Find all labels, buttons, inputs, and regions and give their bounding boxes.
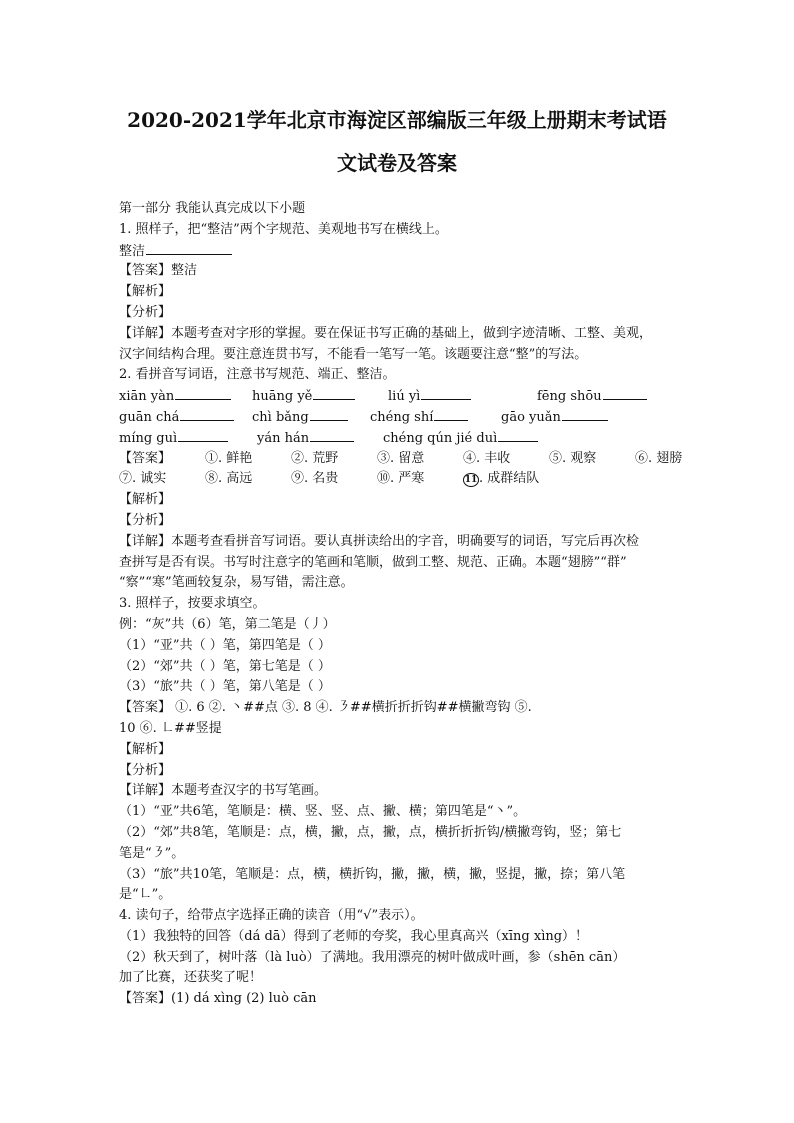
q2-answer-row-2 bbox=[119, 469, 679, 490]
q3-detail-5: （3）“旅”共10笔，笔顺是：点，横，横折钩，撇，撇，横，撇，竖提，撇，捺；第八笔 bbox=[119, 866, 626, 882]
q3-fenxi: 【分析】 bbox=[119, 762, 172, 778]
answer-item: ⑧. 高远 bbox=[205, 471, 253, 487]
answer-blank bbox=[603, 386, 647, 400]
q1-prompt-text: 整洁 bbox=[119, 243, 146, 259]
q3-jiexi: 【解析】 bbox=[119, 741, 172, 757]
page-title-line-1: 2020-2021学年北京市海淀区部编版三年级上册期末考试语 bbox=[127, 108, 667, 132]
pinyin-item: yán hán bbox=[257, 428, 383, 449]
q4-sentence-2b: 加了比赛，还获奖了呢！ bbox=[119, 970, 263, 986]
q4-stem: 4. 读句子，给带点字选择正确的读音（用“√”表示）。 bbox=[119, 908, 424, 924]
answer-item: ⑤. 观察 bbox=[549, 450, 597, 466]
answer-label: 【答案】 bbox=[119, 450, 172, 466]
pinyin-item: huāng yě bbox=[252, 386, 388, 407]
q1-answer: 【答案】整洁 bbox=[119, 263, 198, 279]
pinyin-item: chéng shí bbox=[370, 407, 501, 428]
q1-jiexi: 【解析】 bbox=[119, 284, 172, 300]
q3-stem: 3. 照样子，按要求填空。 bbox=[119, 596, 266, 612]
q3-detail-2: （1）“亚”共6笔，笔顺是：横、竖、竖、点、撇、横；第四笔是“丶”。 bbox=[119, 804, 527, 820]
answer-item: ①. 鲜艳 bbox=[205, 450, 253, 466]
q3-detail-3: （2）“郊”共8笔，笔顺是：点，横，撇，点，撇，点，横折折折钩/横撇弯钩，竖；第七 bbox=[119, 824, 622, 840]
answer-blank bbox=[310, 407, 348, 421]
answer-item: ③. 留意 bbox=[377, 450, 425, 466]
answer-blank bbox=[498, 428, 538, 442]
q3-detail-6: 是“㇗”。 bbox=[119, 887, 172, 903]
answer-blank bbox=[434, 407, 468, 421]
pinyin-item: guān chá bbox=[119, 407, 252, 428]
q2-pinyin-row-1 bbox=[119, 386, 679, 407]
pinyin-item: chì bǎng bbox=[252, 407, 370, 428]
answer-blank bbox=[310, 428, 354, 442]
q3-item-1: （1）“亚”共（ ）笔，第四笔是（ ） bbox=[119, 637, 331, 653]
q2-detail-1: 【详解】本题考查看拼音写词语。要认真拼读给出的字音，明确要写的词语，写完后再次检 bbox=[119, 533, 640, 549]
answer-item: ⑩. 严寒 bbox=[377, 471, 425, 487]
q4-answer: 【答案】(1) dá xìng (2) luò cān bbox=[119, 991, 317, 1007]
answer-item: ④. 丰收 bbox=[463, 450, 511, 466]
section-heading: 第一部分 我能认真完成以下小题 bbox=[119, 201, 306, 216]
answer-blank bbox=[178, 428, 228, 442]
q1-stem: 1. 照样子，把“整洁”两个字规范、美观地书写在横线上。 bbox=[119, 221, 448, 237]
pinyin-item: míng guì bbox=[119, 428, 257, 449]
answer-item: ⑥. 翅膀 bbox=[635, 450, 683, 466]
q3-answer-2: 10 ⑥. ㇗##竖提 bbox=[119, 720, 222, 736]
pinyin-item: chéng qún jié duì bbox=[383, 428, 538, 449]
answer-item: ⑦. 诚实 bbox=[119, 471, 167, 487]
answer-item: ②. 荒野 bbox=[291, 450, 339, 466]
q4-sentence-2a: （2）秋天到了，树叶落（là luò）了满地。我用漂亮的树叶做成叶画，参（shēn cān） bbox=[119, 949, 626, 965]
q3-item-3: （3）“旅”共（ ）笔，第八笔是（ ） bbox=[119, 679, 331, 695]
q1-detail-2: 汉字间结构合理。要注意连贯书写，不能看一笔写一笔。该题要注意“整”的写法。 bbox=[119, 346, 588, 362]
answer-blank bbox=[175, 386, 231, 400]
answer-blank bbox=[562, 407, 608, 421]
q3-detail-4: 笔是“㇋”。 bbox=[119, 845, 185, 861]
answer-blank bbox=[146, 241, 232, 255]
q1-fenxi: 【分析】 bbox=[119, 304, 172, 320]
answer-blank bbox=[313, 386, 355, 400]
circled-number-11: 11 bbox=[464, 475, 478, 486]
pinyin-item: liú yì bbox=[388, 386, 537, 407]
answer-item: ⑨. 名贵 bbox=[291, 471, 339, 487]
q3-detail-1: 【详解】本题考查汉字的书写笔画。 bbox=[119, 783, 328, 799]
q4-sentence-1: （1）我独特的回答（dá dā）得到了老师的夸奖，我心里真高兴（xīng xìng）！ bbox=[119, 928, 589, 944]
answer-blank bbox=[421, 386, 471, 400]
q2-jiexi: 【解析】 bbox=[119, 492, 172, 508]
q1-detail-1: 【详解】本题考查对字形的掌握。要在保证书写正确的基础上，做到字迹清晰、工整、美观， bbox=[119, 325, 653, 341]
q2-detail-3: “察”“寒”笔画较复杂，易写错，需注意。 bbox=[119, 575, 354, 591]
q2-pinyin-row-2 bbox=[119, 407, 679, 428]
q1-prompt bbox=[119, 241, 679, 262]
q2-detail-2: 查拼写是否有误。书写时注意字的笔画和笔顺，做到工整、规范、正确。本题“翅膀”“群” bbox=[119, 554, 627, 570]
q2-answer-row-1 bbox=[119, 449, 683, 470]
q3-item-2: （2）“郊”共（ ）笔，第七笔是（ ） bbox=[119, 658, 331, 674]
answer-item: 11 . 成群结队 bbox=[464, 471, 540, 487]
q3-example: 例：“灰”共（6）笔，第二笔是（丿） bbox=[119, 616, 336, 632]
q3-answer-1: 【答案】 ①. 6 ②. 丶##点 ③. 8 ④. ㇋##横折折折钩##横撇弯钩 ⑤. bbox=[119, 700, 532, 716]
q2-pinyin-row-3 bbox=[119, 428, 679, 449]
pinyin-item: gāo yuǎn bbox=[501, 407, 608, 428]
pinyin-item: fēng shōu bbox=[537, 386, 647, 407]
pinyin-item: xiān yàn bbox=[119, 386, 252, 407]
q2-stem: 2. 看拼音写词语，注意书写规范、端正、整洁。 bbox=[119, 367, 396, 383]
document-body bbox=[119, 199, 683, 1010]
page-title-line-2: 文试卷及答案 bbox=[337, 151, 457, 175]
answer-blank bbox=[180, 407, 234, 421]
q2-fenxi: 【分析】 bbox=[119, 512, 172, 528]
